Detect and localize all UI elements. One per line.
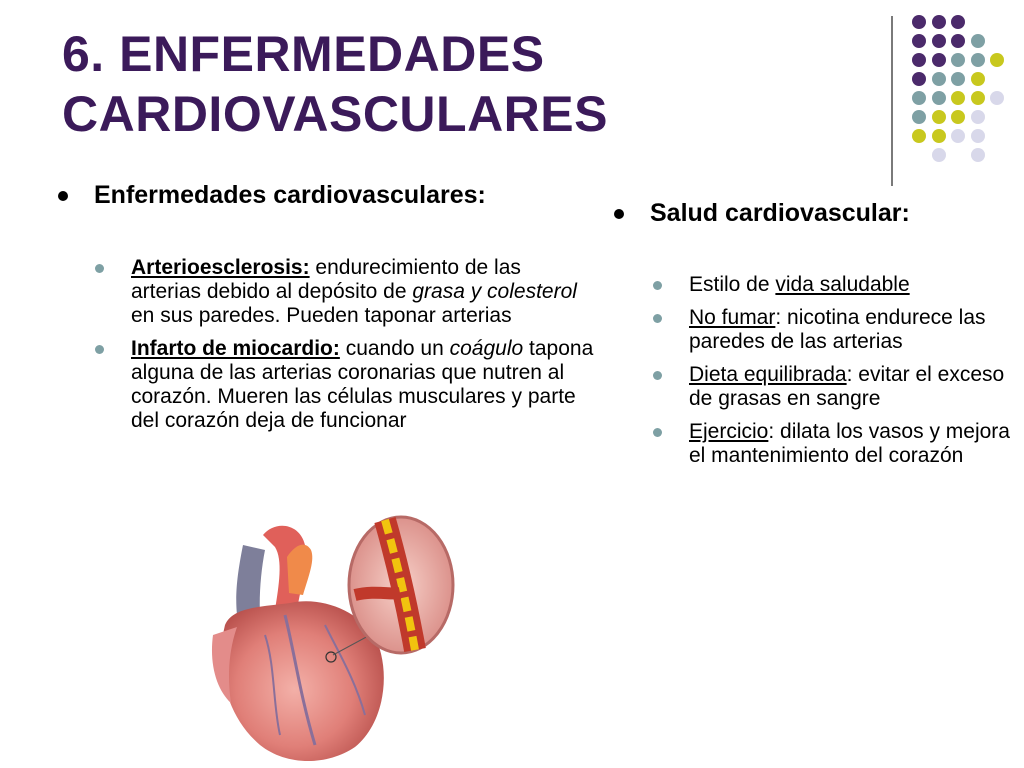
decorative-dot: [951, 34, 965, 48]
list-item: Estilo de vida saludable: [652, 273, 1020, 297]
list-item: No fumar: nicotina endurece las paredes de las arterias: [652, 306, 1020, 354]
decorative-dot: [912, 15, 926, 29]
decorative-dot: [951, 53, 965, 67]
decorative-dot: [971, 53, 985, 67]
decorative-dot: [971, 72, 985, 86]
decorative-dot: [990, 91, 1004, 105]
decorative-dot: [951, 72, 965, 86]
decorative-dot: [932, 53, 946, 67]
decorative-dot: [912, 110, 926, 124]
decorative-dot: [932, 34, 946, 48]
decorative-dot: [971, 91, 985, 105]
decorative-dot: [932, 148, 946, 162]
decorative-dot: [971, 129, 985, 143]
left-heading: Enfermedades cardiovasculares:: [56, 180, 486, 210]
decorative-dot: [932, 15, 946, 29]
decorative-dot: [932, 72, 946, 86]
decorative-dot: [912, 91, 926, 105]
decorative-divider: [891, 16, 893, 186]
decorative-dot: [932, 91, 946, 105]
decorative-dot: [912, 129, 926, 143]
decorative-dot: [912, 34, 926, 48]
left-list: [94, 256, 594, 442]
list-item: Infarto de miocardio: cuando un coágulo tapona alguna de las arterias coronarias que nutren al corazón. Mueren las células musculares y parte del corazón deja de funcionar: [94, 337, 594, 433]
decorative-dot: [971, 34, 985, 48]
decorative-dot: [932, 129, 946, 143]
decorative-dot: [951, 129, 965, 143]
decorative-dot: [912, 72, 926, 86]
decorative-dot: [951, 15, 965, 29]
right-heading: Salud cardiovascular:: [612, 198, 910, 228]
list-item: Ejercicio: dilata los vasos y mejora el mantenimiento del corazón: [652, 420, 1020, 468]
decorative-dot: [932, 110, 946, 124]
list-item: Dieta equilibrada: evitar el exceso de grasas en sangre: [652, 363, 1020, 411]
list-item: Arterioesclerosis: endurecimiento de las arterias debido al depósito de grasa y colesterol en sus paredes. Pueden taponar arterias: [94, 256, 594, 328]
decorative-dot: [912, 53, 926, 67]
decorative-dot: [951, 110, 965, 124]
heart-illustration: [205, 515, 460, 768]
decorative-dot: [951, 91, 965, 105]
slide-title: [62, 24, 862, 144]
title-line-1: 6. ENFERMEDADES: [62, 26, 545, 82]
decorative-dot: [971, 148, 985, 162]
decorative-dot: [990, 53, 1004, 67]
title-line-2: CARDIOVASCULARES: [62, 86, 608, 142]
decorative-dot: [971, 110, 985, 124]
right-list: [652, 273, 1020, 477]
